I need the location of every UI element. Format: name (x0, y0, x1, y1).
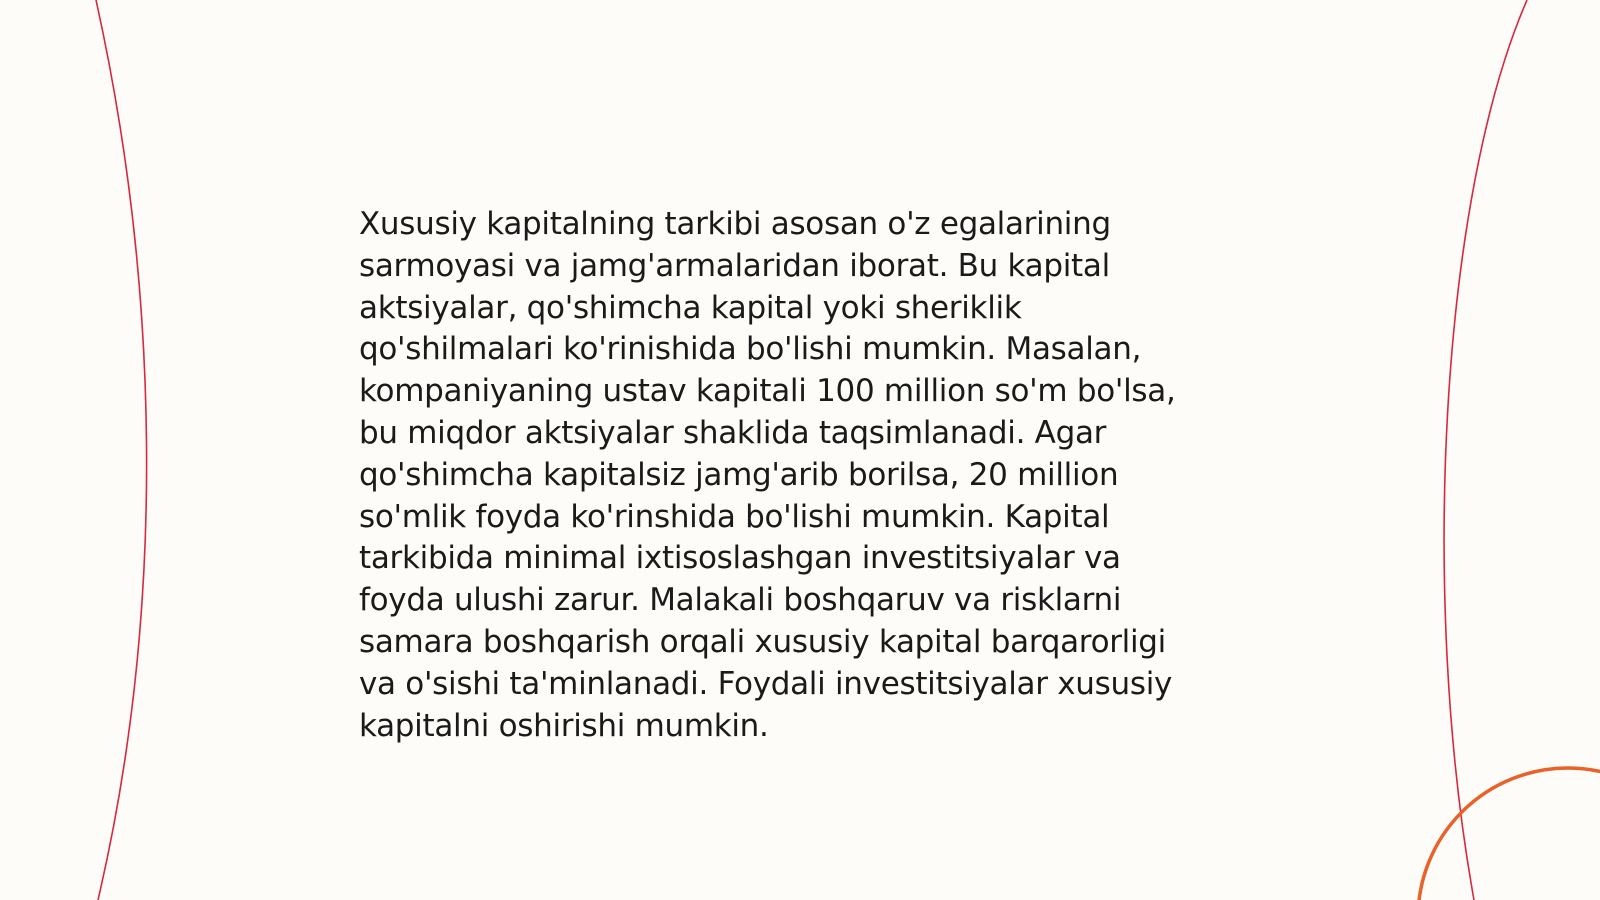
paragraph-line: samara boshqarish orqali xususiy kapital barqarorligi (359, 623, 1166, 660)
accent-arc (1418, 768, 1600, 900)
paragraph-line: Xususiy kapitalning tarkibi asosan o'z egalarining (359, 206, 1111, 242)
paragraph-line: foyda ulushi zarur. Malakali boshqaruv va risklarni (359, 582, 1122, 619)
paragraph-line: so'mlik foyda ko'rinshida bo'lishi mumkin. Kapital (359, 498, 1110, 535)
paragraph-line: sarmoyasi va jamg'armalaridan iborat. Bu kapital (359, 247, 1110, 284)
right-curve-line (1444, 0, 1527, 900)
paragraph-line: kapitalni oshirishi mumkin. (359, 707, 769, 744)
paragraph-line: qo'shimcha kapitalsiz jamg'arib borilsa, 20 million (359, 456, 1119, 493)
body-paragraph (359, 204, 1239, 747)
paragraph-line: aktsiyalar, qo'shimcha kapital yoki sheriklik (359, 289, 1022, 326)
paragraph-line: va o'sishi ta'minlanadi. Foydali investitsiyalar xususiy (359, 665, 1173, 702)
left-curve-line (96, 0, 147, 900)
paragraph-line: tarkibida minimal ixtisoslashgan investitsiyalar va (359, 540, 1121, 577)
paragraph-line: qo'shilmalari ko'rinishida bo'lishi mumkin. Masalan, (359, 331, 1142, 368)
paragraph-line: kompaniyaning ustav kapitali 100 million so'm bo'lsa, (359, 373, 1176, 410)
paragraph-line: bu miqdor aktsiyalar shaklida taqsimlanadi. Agar (359, 414, 1107, 451)
